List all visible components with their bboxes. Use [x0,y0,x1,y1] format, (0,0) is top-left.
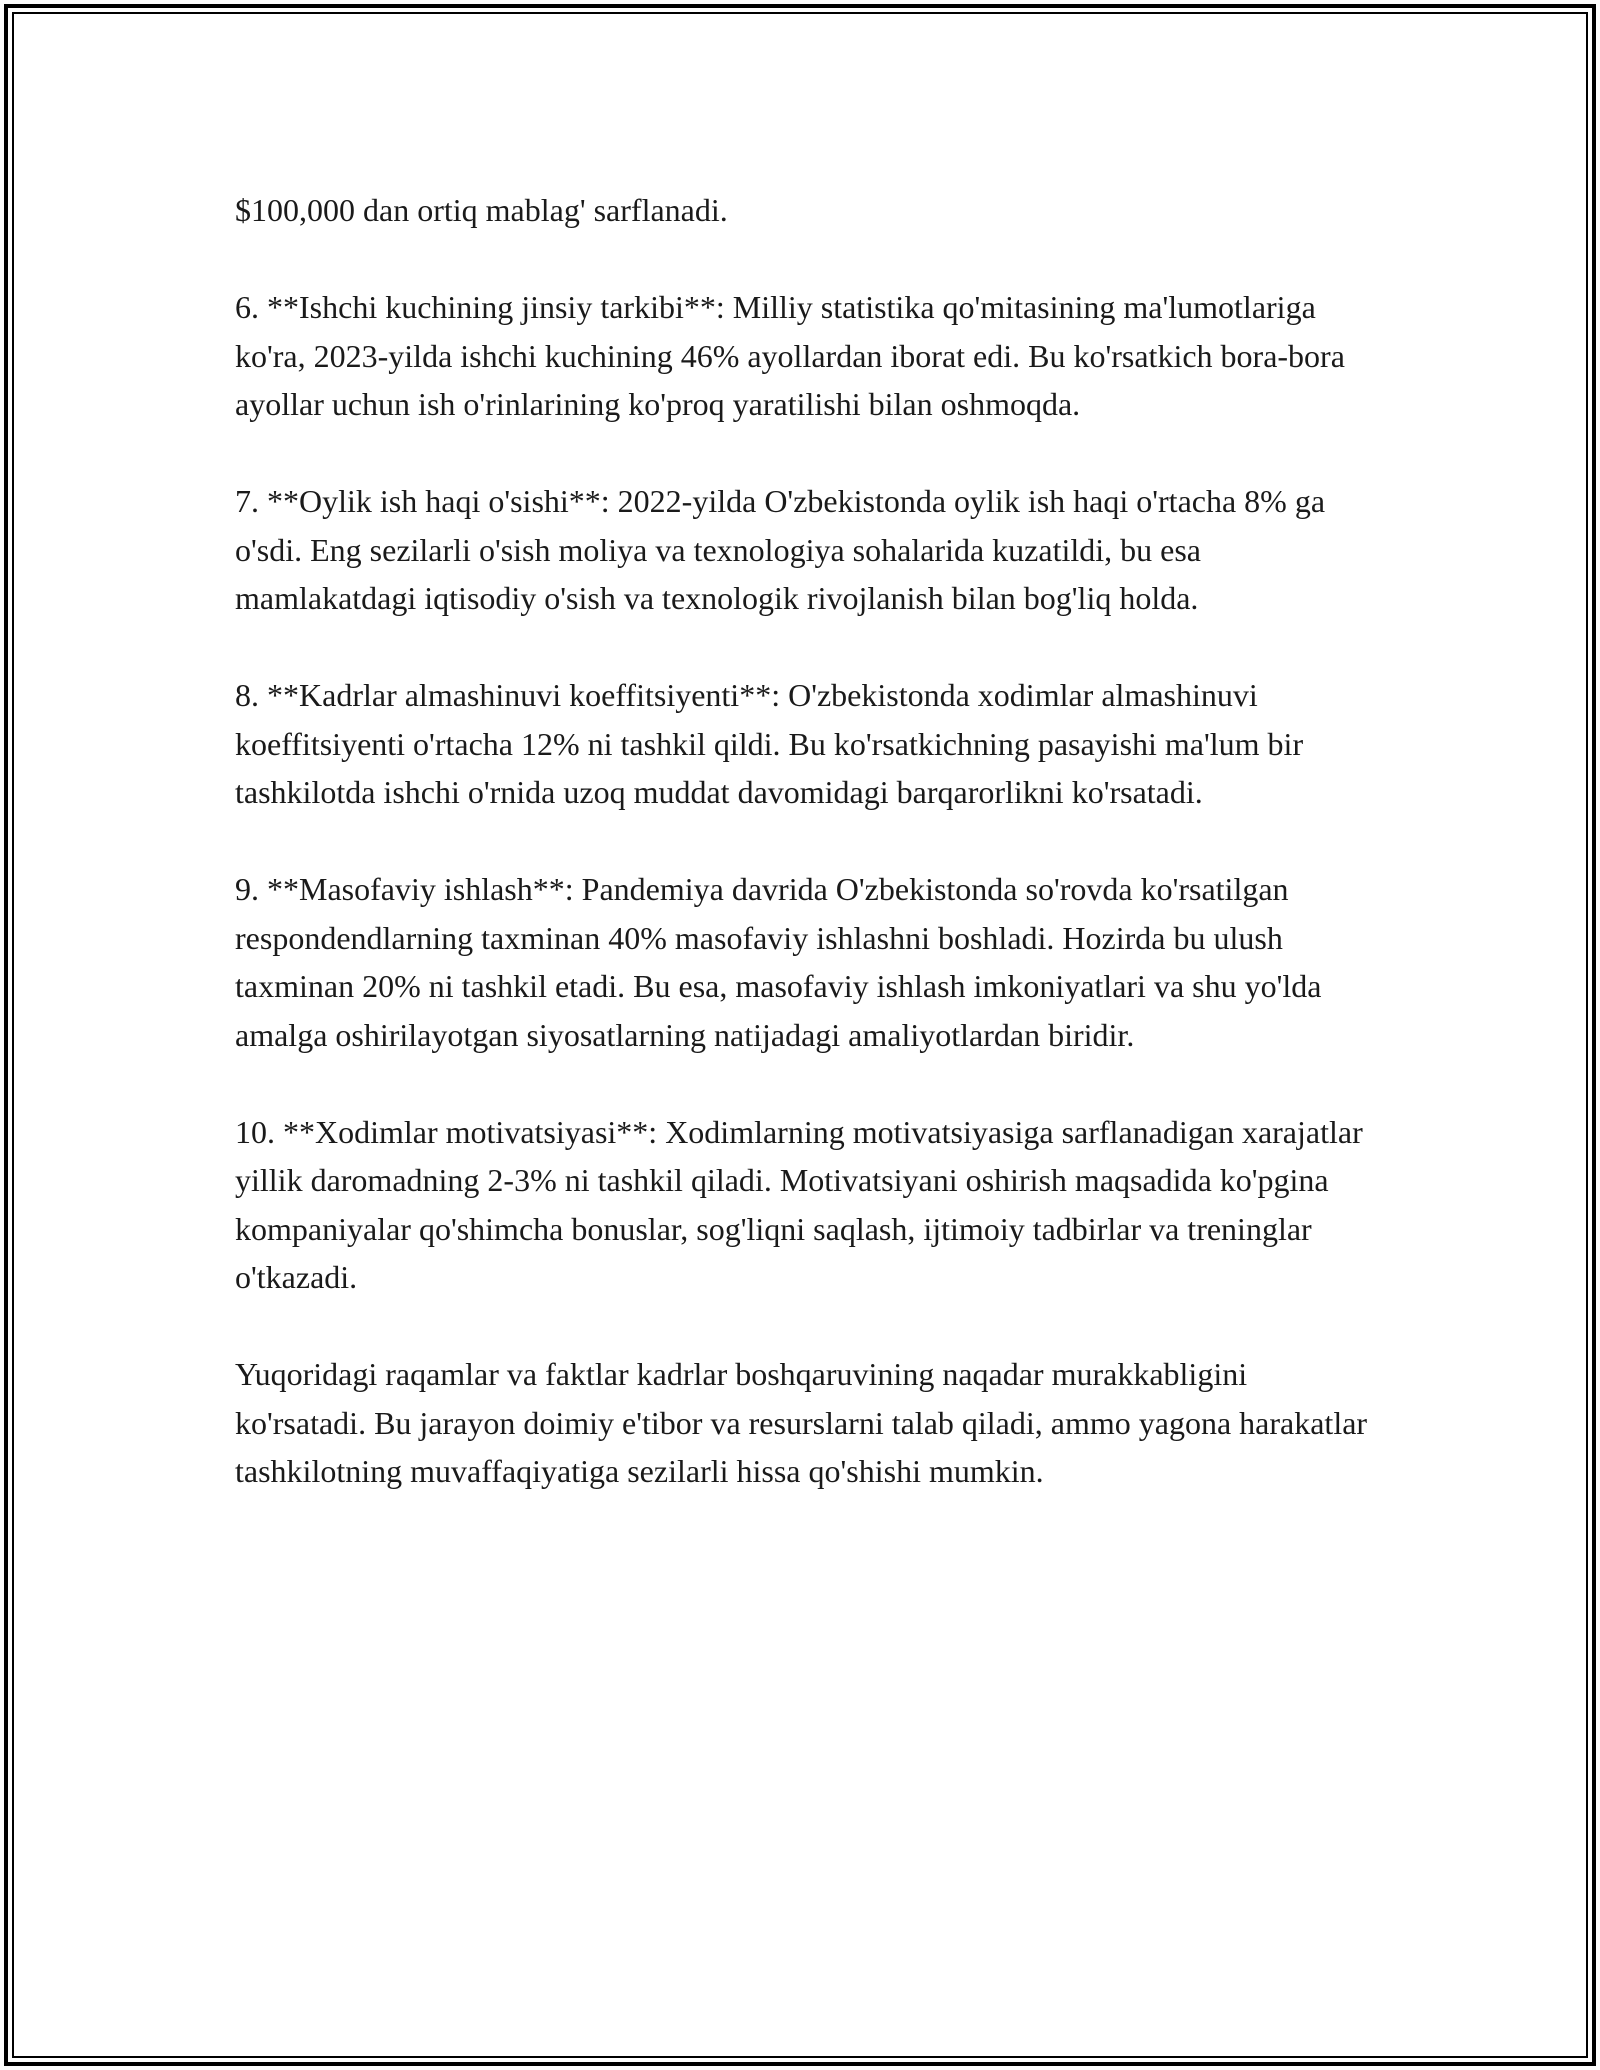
paragraph-item-7: 7. **Oylik ish haqi o'sishi**: 2022-yilda O'zbekistonda oylik ish haqi o'rtacha 8% ga o'sdi. Eng sezilarli o'sish moliya va texnologiya sohalarida kuzatildi, bu esa mamlakatdagi iqtisodiy o'sish va texnologik rivojlanish bilan bog'liq holda. [235,483,1326,616]
paragraph-conclusion: Yuqoridagi raqamlar va faktlar kadrlar boshqaruvining naqadar murakkabligini ko'rsatadi. Bu jarayon doimiy e'tibor va resurslarni talab qiladi, ammo yagona harakatlar tashkilotning muvaffaqiyatiga sezilarli hissa qo'shishi mumkin. [235,1356,1368,1489]
paragraph-item-10: 10. **Xodimlar motivatsiyasi**: Xodimlarning motivatsiyasiga sarflanadigan xarajatlar yillik daromadning 2-3% ni tashkil qiladi. Motivatsiyani oshirish maqsadida ko'pgina kompaniyalar qo'shimcha bonuslar, sog'liqni saqlash, ijtimoiy tadbirlar va treninglar o'tkazadi. [235,1113,1363,1295]
paragraph-item-8: 8. **Kadrlar almashinuvi koeffitsiyenti**: O'zbekistonda xodimlar almashinuvi koeffitsiyenti o'rtacha 12% ni tashkil qildi. Bu ko'rsatkichning pasayishi ma'lum bir tashkilotda ishchi o'rnida uzoq muddat davomidagi barqarorlikni ko'rsatadi. [235,677,1304,810]
paragraph-item-6: 6. **Ishchi kuchining jinsiy tarkibi**: Milliy statistika qo'mitasining ma'lumotlariga ko'ra, 2023-yilda ishchi kuchining 46% ayollardan iborat edi. Bu ko'rsatkich bora-bora ayollar uchun ish o'rinlarining ko'proq yaratilishi bilan oshmoqda. [235,289,1345,422]
paragraph-continuation: $100,000 dan ortiq mablag' sarflanadi. [235,192,728,228]
document-body [235,186,1380,1496]
paragraph-item-9: 9. **Masofaviy ishlash**: Pandemiya davrida O'zbekistonda so'rovda ko'rsatilgan respondendlarning taxminan 40% masofaviy ishlashni boshladi. Hozirda bu ulush taxminan 20% ni tashkil etadi. Bu esa, masofaviy ishlash imkoniyatlari va shu yo'lda amalga oshirilayotgan siyosatlarning natijadagi amaliyotlardan biridir. [235,871,1322,1053]
